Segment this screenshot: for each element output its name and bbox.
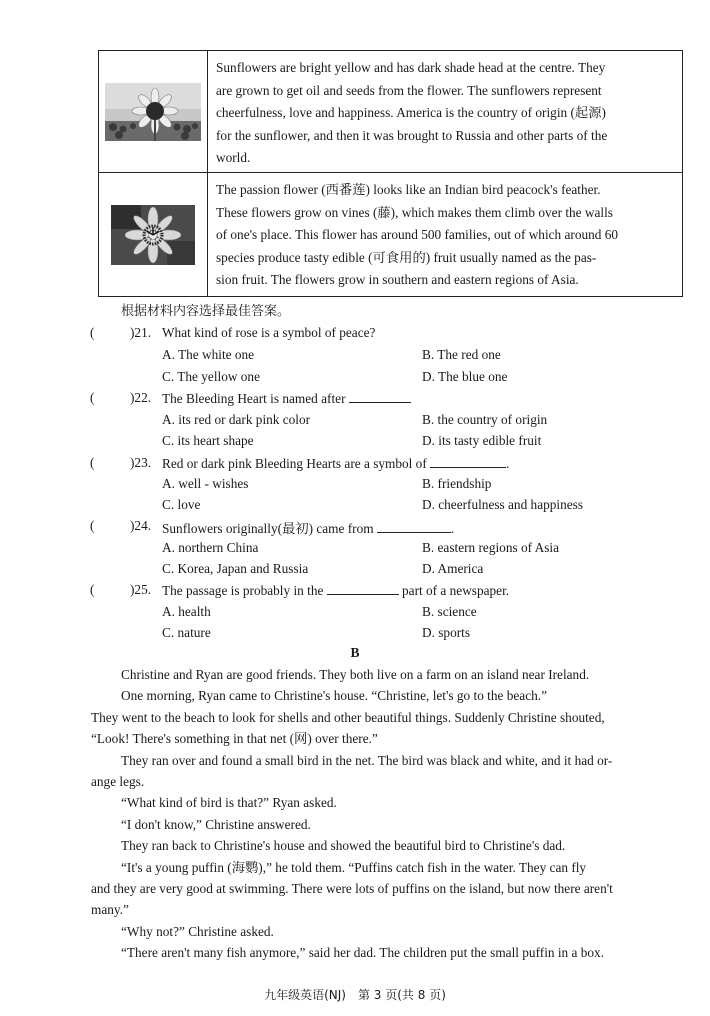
passion-flower-description: [208, 173, 682, 296]
passage-line: “Look! There's something in that net (网) over there.”: [91, 731, 378, 747]
question-stem: What kind of rose is a symbol of peace?: [162, 325, 376, 340]
passion-flower-photo: [111, 205, 195, 265]
answer-paren[interactable]: (: [90, 455, 95, 470]
option-a[interactable]: A. health: [162, 604, 211, 619]
question-stem-end: part of a newspaper.: [402, 583, 510, 598]
passage-line: many.”: [91, 902, 129, 918]
instruction: 根据材料内容选择最佳答案。: [121, 304, 291, 319]
option-a[interactable]: A. its red or dark pink color: [162, 412, 311, 427]
option-d[interactable]: D. sports: [422, 625, 471, 640]
sunflower-line: world.: [216, 150, 251, 166]
question-number: )21.: [130, 325, 152, 340]
sunflower-row: [99, 51, 682, 173]
passage-b: [91, 664, 689, 964]
passion-flower-row: [99, 173, 682, 296]
question-number: )23.: [130, 455, 152, 470]
option-c[interactable]: C. nature: [162, 625, 211, 640]
passion-line: The passion flower (西番莲) looks like an Indian bird peacock's feather.: [216, 182, 601, 197]
passage-line: and they are very good at swimming. There were lots of puffins on the island, but now there aren't: [91, 881, 613, 897]
question-number: )25.: [130, 582, 152, 597]
question-stem: Red or dark pink Bleeding Hearts are a symbol of: [162, 456, 427, 471]
passion-line: These flowers grow on vines (藤), which makes them climb over the walls: [216, 204, 613, 220]
option-b[interactable]: B. eastern regions of Asia: [422, 540, 560, 555]
option-b[interactable]: B. friendship: [422, 476, 492, 491]
option-c[interactable]: C. Korea, Japan and Russia: [162, 561, 309, 576]
passage-line: “It's a young puffin (海鹦),” he told them. “Puffins catch fish in the water. They can fly: [121, 859, 587, 875]
passage-line: “Why not?” Christine asked.: [121, 923, 274, 939]
passage-line: ange legs.: [91, 774, 145, 790]
option-c[interactable]: C. its heart shape: [162, 433, 254, 448]
sunflower-line: are grown to get oil and seeds from the flower. The sunflowers represent: [216, 82, 602, 98]
flower-table: [98, 50, 683, 297]
passage-line: They ran over and found a small bird in the net. The bird was black and white, and it had or-: [121, 752, 613, 768]
passage-line: Christine and Ryan are good friends. They both live on a farm on an island near Ireland.: [121, 667, 590, 682]
passage-line: They ran back to Christine's house and showed the beautiful bird to Christine's dad.: [121, 838, 566, 854]
option-d[interactable]: D. its tasty edible fruit: [422, 433, 542, 448]
passion-line: sion fruit. The flowers grow in southern and eastern regions of Asia.: [216, 272, 579, 288]
section-b-heading: B: [350, 645, 360, 660]
answer-blank[interactable]: [327, 582, 399, 595]
passage-line: They went to the beach to look for shells and other beautiful things. Suddenly Christine shouted,: [91, 709, 605, 725]
passage-line: One morning, Ryan came to Christine's house. “Christine, let's go to the beach.”: [121, 688, 547, 704]
option-d[interactable]: D. The blue one: [422, 369, 508, 384]
page-footer: 九年级英语(NJ) 第 3 页(共 8 页): [264, 988, 446, 1002]
question-stem: The passage is probably in the: [162, 583, 324, 598]
question-number: )24.: [130, 518, 152, 533]
sunflower-image-cell: [99, 51, 208, 172]
answer-blank[interactable]: [430, 455, 506, 468]
answer-paren[interactable]: (: [90, 582, 95, 597]
option-b[interactable]: B. science: [422, 604, 477, 619]
option-a[interactable]: A. northern China: [162, 540, 259, 555]
option-a[interactable]: A. The white one: [162, 347, 255, 362]
passage-line: “I don't know,” Christine answered.: [121, 816, 311, 832]
period: .: [506, 456, 510, 471]
passage-line: “What kind of bird is that?” Ryan asked.: [121, 795, 337, 811]
option-d[interactable]: D. cheerfulness and happiness: [422, 497, 583, 512]
sunflower-line: for the sunflower, and then it was brought to Russia and other parts of the: [216, 127, 608, 143]
option-b[interactable]: B. the country of origin: [422, 412, 548, 427]
sunflower-line: cheerfulness, love and happiness. America is the country of origin (起源): [216, 105, 606, 121]
answer-blank[interactable]: [349, 390, 411, 403]
answer-paren[interactable]: (: [90, 518, 95, 533]
sunflower-line: Sunflowers are bright yellow and has dark shade head at the centre. They: [216, 60, 606, 75]
passion-line: species produce tasty edible (可食用的) fruit usually named as the pas-: [216, 249, 597, 265]
option-d[interactable]: D. America: [422, 561, 484, 576]
option-b[interactable]: B. The red one: [422, 347, 501, 362]
question-stem: Sunflowers originally(最初) came from: [162, 521, 374, 536]
sunflower-photo: [105, 83, 201, 141]
answer-paren[interactable]: (: [90, 325, 95, 340]
period: .: [450, 521, 455, 536]
passion-line: of one's place. This flower has around 500 families, out of which around 60: [216, 227, 619, 243]
option-a[interactable]: A. well - wishes: [162, 476, 249, 491]
option-c[interactable]: C. The yellow one: [162, 369, 260, 384]
answer-blank[interactable]: [377, 520, 451, 533]
question-stem: The Bleeding Heart is named after: [162, 391, 346, 406]
sunflower-description: [208, 51, 682, 172]
passage-line: “There aren't many fish anymore,” said her dad. The children put the small puffin in a box.: [121, 945, 605, 961]
question-number: )22.: [130, 390, 152, 405]
answer-paren[interactable]: (: [90, 390, 95, 405]
passion-flower-image-cell: [99, 173, 208, 296]
option-c[interactable]: C. love: [162, 497, 201, 512]
